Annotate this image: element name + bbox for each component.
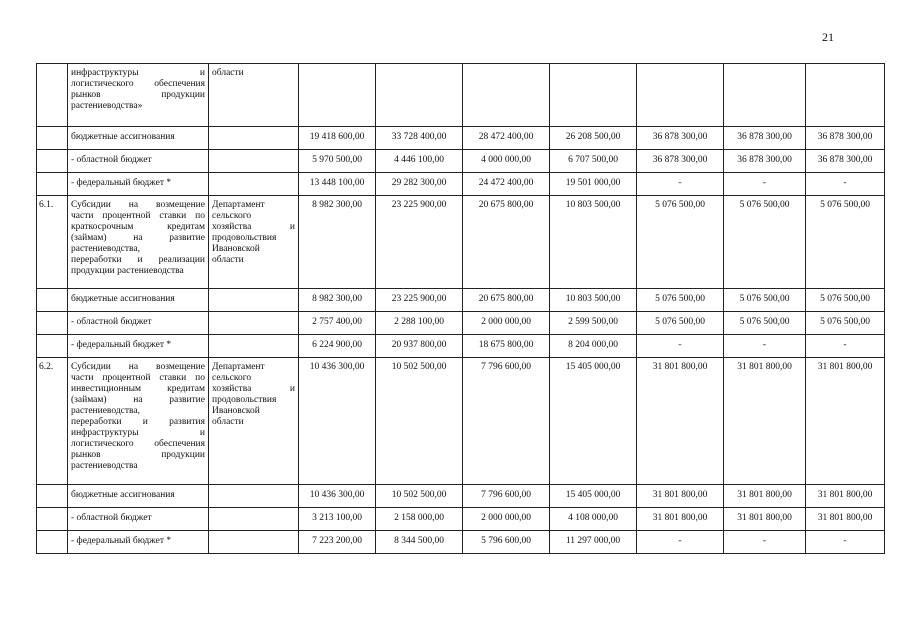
department-cell (209, 335, 299, 358)
amount-cell: 36 878 300,00 (637, 127, 724, 150)
row-index-cell (37, 150, 68, 173)
amount-cell: 24 472 400,00 (463, 173, 550, 196)
row-name-line: инфраструктуры и (71, 428, 205, 438)
row-index-cell (37, 289, 68, 312)
amount-cell (376, 64, 463, 127)
department-line: области (212, 68, 244, 78)
amount-cell: - (637, 335, 724, 358)
row-name-line: рынков продукции (71, 450, 205, 460)
amount-cell: 31 801 800,00 (724, 358, 806, 485)
amount-cell: 5 076 500,00 (637, 289, 724, 312)
amount-cell: 2 288 100,00 (376, 312, 463, 335)
amount-cell: 8 344 500,00 (376, 531, 463, 554)
row-name-line: (займам) на развитие (71, 233, 205, 243)
row-name-line: Субсидии на возмещение (71, 200, 205, 210)
amount-cell: 6 224 900,00 (299, 335, 376, 358)
amount-cell: 23 225 900,00 (376, 196, 463, 289)
amount-cell: - (724, 173, 806, 196)
amount-cell: 36 878 300,00 (637, 150, 724, 173)
department-line: сельского (212, 211, 252, 221)
department-line: продовольствия (212, 233, 277, 243)
amount-cell: 10 803 500,00 (550, 196, 637, 289)
amount-cell: 7 796 600,00 (463, 485, 550, 508)
amount-cell: 10 436 300,00 (299, 485, 376, 508)
amount-cell: - (806, 335, 885, 358)
row-name-cell: - федеральный бюджет * (68, 173, 209, 196)
amount-cell: 5 076 500,00 (637, 312, 724, 335)
row-index-cell (37, 127, 68, 150)
row-index-cell (37, 312, 68, 335)
page-number: 21 (822, 30, 834, 44)
amount-cell: 36 878 300,00 (724, 127, 806, 150)
amount-cell: 5 076 500,00 (806, 196, 885, 289)
amount-cell: - (637, 531, 724, 554)
row-index-cell (37, 64, 68, 127)
row-name-cell: - областной бюджет (68, 312, 209, 335)
department-line: продовольствия (212, 395, 277, 405)
row-name-cell: бюджетные ассигнования (68, 485, 209, 508)
row-index-cell (37, 485, 68, 508)
amount-cell: 4 000 000,00 (463, 150, 550, 173)
department-cell (209, 312, 299, 335)
amount-cell: 2 158 000,00 (376, 508, 463, 531)
row-name-line: (займам) на развитие (71, 395, 205, 405)
budget-row (37, 127, 885, 150)
amount-cell: 7 223 200,00 (299, 531, 376, 554)
budget-row (37, 173, 885, 196)
department-cell (209, 508, 299, 531)
amount-cell: 36 878 300,00 (806, 150, 885, 173)
budget-row (37, 312, 885, 335)
amount-cell: 5 076 500,00 (637, 196, 724, 289)
amount-cell: 36 878 300,00 (724, 150, 806, 173)
row-index-cell: 6.2. (37, 358, 68, 485)
row-index-cell (37, 531, 68, 554)
budget-row (37, 335, 885, 358)
amount-cell (299, 64, 376, 127)
amount-cell (806, 64, 885, 127)
department-cell (209, 64, 299, 127)
department-line: хозяйства и (212, 384, 295, 394)
amount-cell: 8 204 000,00 (550, 335, 637, 358)
amount-cell (637, 64, 724, 127)
amount-cell: 29 282 300,00 (376, 173, 463, 196)
row-index-cell (37, 508, 68, 531)
amount-cell: 5 970 500,00 (299, 150, 376, 173)
amount-cell: 8 982 300,00 (299, 289, 376, 312)
amount-cell: 13 448 100,00 (299, 173, 376, 196)
amount-cell: 26 208 500,00 (550, 127, 637, 150)
amount-cell: 5 076 500,00 (724, 289, 806, 312)
department-cell (209, 531, 299, 554)
amount-cell: 15 405 000,00 (550, 358, 637, 485)
department-cell (209, 150, 299, 173)
amount-cell: - (637, 173, 724, 196)
amount-cell: 5 076 500,00 (806, 289, 885, 312)
amount-cell: 20 675 800,00 (463, 289, 550, 312)
amount-cell: 2 757 400,00 (299, 312, 376, 335)
row-name-cell: - федеральный бюджет * (68, 531, 209, 554)
amount-cell: 19 418 600,00 (299, 127, 376, 150)
table-body (37, 64, 885, 554)
department-line: области (212, 417, 244, 427)
department-line: Департамент (212, 362, 265, 372)
amount-cell: 3 213 100,00 (299, 508, 376, 531)
amount-cell: 4 446 100,00 (376, 150, 463, 173)
budget-row (37, 485, 885, 508)
department-line: области (212, 255, 244, 265)
row-name-line: растениеводства, (71, 244, 140, 254)
amount-cell: 23 225 900,00 (376, 289, 463, 312)
amount-cell: 2 599 500,00 (550, 312, 637, 335)
row-name-line: части процентной ставки по (71, 211, 205, 221)
row-name-line: растениеводства» (71, 101, 143, 111)
amount-cell: 31 801 800,00 (724, 508, 806, 531)
row-index-cell: 6.1. (37, 196, 68, 289)
row-name-line: продукции растениеводства (71, 266, 184, 276)
measure-row (37, 358, 885, 485)
amount-cell: 20 937 800,00 (376, 335, 463, 358)
row-name-line: инфраструктуры и (71, 68, 205, 78)
amount-cell: 10 436 300,00 (299, 358, 376, 485)
amount-cell: 19 501 000,00 (550, 173, 637, 196)
row-name-cell: - областной бюджет (68, 150, 209, 173)
department-line: хозяйства и (212, 222, 295, 232)
amount-cell: 10 803 500,00 (550, 289, 637, 312)
amount-cell (724, 64, 806, 127)
amount-cell: - (806, 531, 885, 554)
row-name-cell: бюджетные ассигнования (68, 127, 209, 150)
row-name-line: растениеводства, (71, 406, 140, 416)
amount-cell: 4 108 000,00 (550, 508, 637, 531)
amount-cell (463, 64, 550, 127)
measure-row (37, 64, 885, 127)
amount-cell: 2 000 000,00 (463, 508, 550, 531)
amount-cell: 6 707 500,00 (550, 150, 637, 173)
row-name-cell (68, 64, 209, 127)
amount-cell: 2 000 000,00 (463, 312, 550, 335)
amount-cell: 18 675 800,00 (463, 335, 550, 358)
department-line: сельского (212, 373, 252, 383)
budget-row (37, 508, 885, 531)
department-cell (209, 173, 299, 196)
row-name-cell: бюджетные ассигнования (68, 289, 209, 312)
department-cell (209, 196, 299, 289)
row-name-line: переработки и реализации (71, 255, 205, 265)
row-name-line: переработки и развития (71, 417, 205, 427)
amount-cell: 5 076 500,00 (724, 196, 806, 289)
amount-cell: 31 801 800,00 (806, 485, 885, 508)
row-name-cell: - федеральный бюджет * (68, 335, 209, 358)
row-name-cell (68, 358, 209, 485)
budget-row (37, 150, 885, 173)
amount-cell: 8 982 300,00 (299, 196, 376, 289)
amount-cell: 31 801 800,00 (806, 358, 885, 485)
budget-row (37, 531, 885, 554)
amount-cell: 11 297 000,00 (550, 531, 637, 554)
department-line: Департамент (212, 200, 265, 210)
amount-cell: 31 801 800,00 (806, 508, 885, 531)
amount-cell: 31 801 800,00 (637, 508, 724, 531)
amount-cell: 10 502 500,00 (376, 358, 463, 485)
row-name-cell (68, 196, 209, 289)
budget-table (36, 63, 885, 554)
amount-cell: 10 502 500,00 (376, 485, 463, 508)
row-name-line: инвестиционным кредитам (71, 384, 205, 394)
amount-cell: 33 728 400,00 (376, 127, 463, 150)
department-cell (209, 127, 299, 150)
row-index-cell (37, 173, 68, 196)
row-name-line: логистического обеспечения (71, 439, 205, 449)
amount-cell: 31 801 800,00 (637, 485, 724, 508)
amount-cell: - (724, 531, 806, 554)
department-cell (209, 289, 299, 312)
amount-cell: 20 675 800,00 (463, 196, 550, 289)
department-cell (209, 485, 299, 508)
measure-row (37, 196, 885, 289)
amount-cell: 31 801 800,00 (637, 358, 724, 485)
amount-cell: 36 878 300,00 (806, 127, 885, 150)
row-name-line: части процентной ставки по (71, 373, 205, 383)
amount-cell: - (724, 335, 806, 358)
amount-cell: 15 405 000,00 (550, 485, 637, 508)
budget-row (37, 289, 885, 312)
row-name-line: логистического обеспечения (71, 79, 205, 89)
amount-cell: 31 801 800,00 (724, 485, 806, 508)
amount-cell: 5 076 500,00 (806, 312, 885, 335)
amount-cell: 5 796 600,00 (463, 531, 550, 554)
row-index-cell (37, 335, 68, 358)
department-cell (209, 358, 299, 485)
department-line: Ивановской (212, 406, 260, 416)
amount-cell: 7 796 600,00 (463, 358, 550, 485)
row-name-line: растениеводства (71, 461, 138, 471)
row-name-line: Субсидии на возмещение (71, 362, 205, 372)
amount-cell: 5 076 500,00 (724, 312, 806, 335)
row-name-cell: - областной бюджет (68, 508, 209, 531)
amount-cell: 28 472 400,00 (463, 127, 550, 150)
row-name-line: рынков продукции (71, 90, 205, 100)
row-name-line: краткосрочным кредитам (71, 222, 205, 232)
amount-cell (550, 64, 637, 127)
department-line: Ивановской (212, 244, 260, 254)
amount-cell: - (806, 173, 885, 196)
